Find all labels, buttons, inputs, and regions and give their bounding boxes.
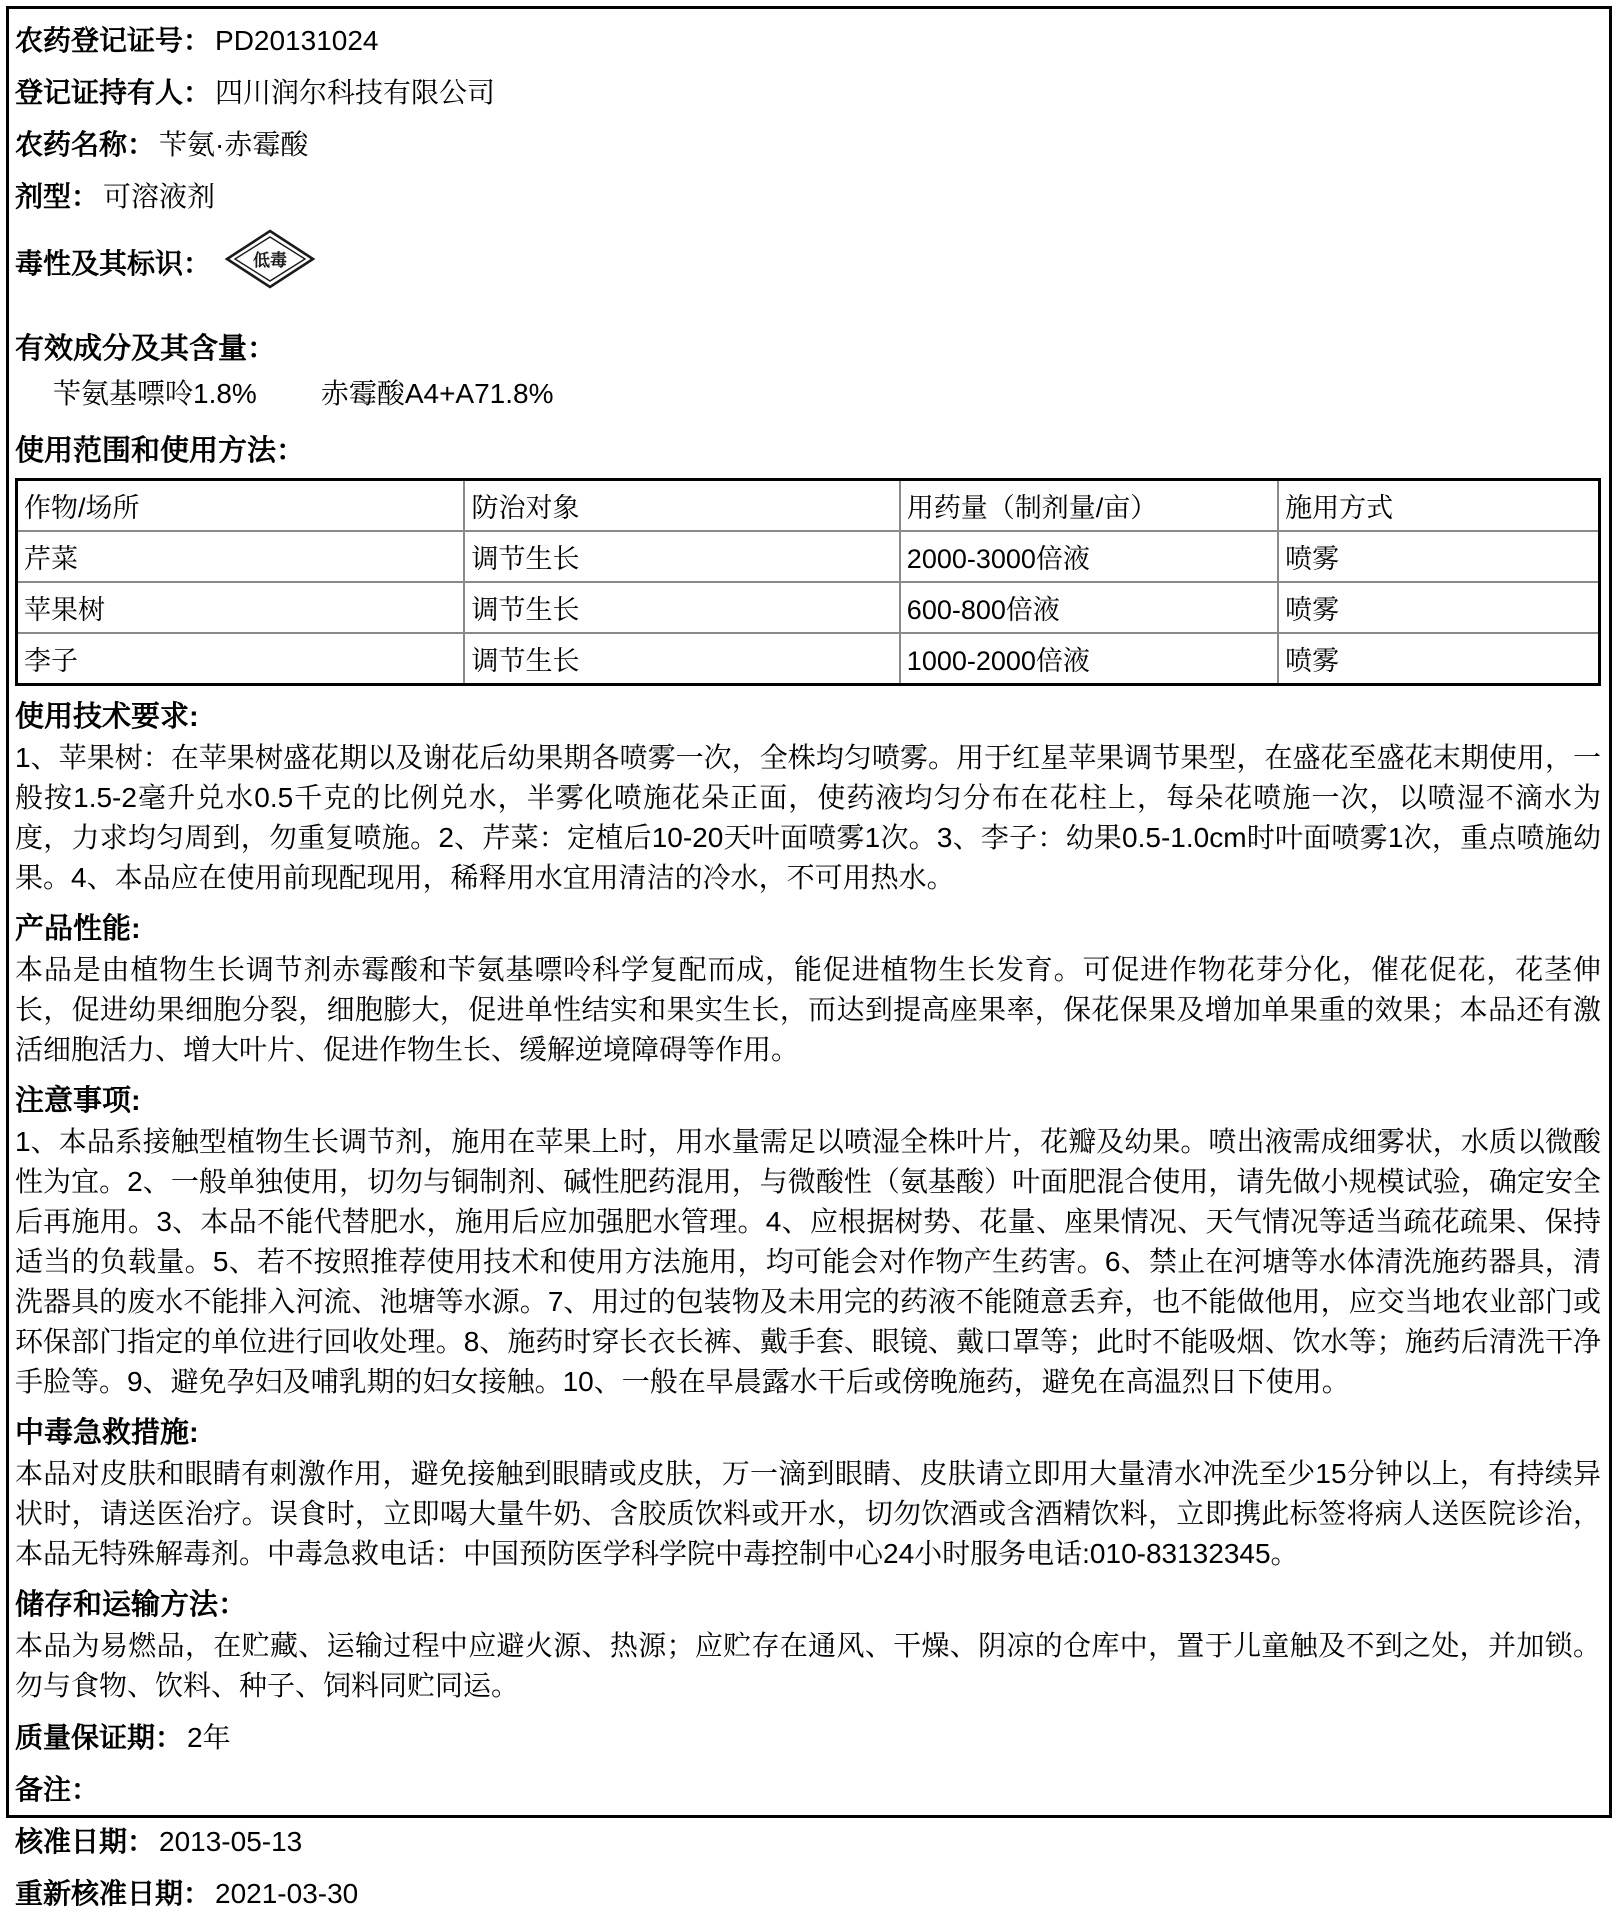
quality-guarantee-label: 质量保证期： <box>15 1722 184 1753</box>
section-title-usage-scope: 使用范围和使用方法： <box>15 435 306 467</box>
usage-table-col-header: 防治对象 <box>464 480 899 532</box>
certificate-holder-value: 四川润尔科技有限公司 <box>215 77 496 108</box>
approval-date-value: 2013-05-13 <box>159 1826 303 1857</box>
table-cell: 李子 <box>17 633 465 685</box>
storage-transport-text: 本品为易燃品，在贮藏、运输过程中应避火源、热源；应贮存在通风、干燥、阴凉的仓库中，置于儿童触及不到之处，并加锁。勿与食物、饮料、种子、饲料同贮同运。 <box>15 1630 1601 1701</box>
registration-number-label: 农药登记证号： <box>15 25 212 56</box>
section-title-ingredients: 有效成分及其含量： <box>15 333 277 365</box>
field-registration-number <box>15 15 1601 67</box>
usage-table-col-header: 施用方式 <box>1278 480 1599 532</box>
ingredient-item: 苄氨基嘌呤1.8% <box>53 378 257 409</box>
low-toxicity-diamond-icon <box>225 229 315 298</box>
section-title-storage-transport: 储存和运输方法： <box>15 1589 248 1621</box>
section-title-product-performance: 产品性能: <box>15 913 141 945</box>
field-approval-date <box>15 1816 1601 1868</box>
table-cell: 喷雾 <box>1278 633 1599 685</box>
pesticide-name-label: 农药名称： <box>15 129 156 160</box>
table-cell: 喷雾 <box>1278 531 1599 582</box>
ingredient-item: 赤霉酸A4+A71.8% <box>320 378 554 409</box>
field-pesticide-name <box>15 119 1601 171</box>
table-row <box>17 582 1600 633</box>
low-toxicity-icon-text: 低毒 <box>253 251 288 270</box>
field-remarks <box>15 1764 1601 1816</box>
toxicity-label: 毒性及其标识： <box>15 247 212 279</box>
remarks-label: 备注： <box>15 1774 100 1805</box>
approval-date-label: 核准日期： <box>15 1826 156 1857</box>
ingredients-line <box>15 370 1601 420</box>
section-title-precautions: 注意事项: <box>15 1085 141 1117</box>
section-title-technical-requirements: 使用技术要求: <box>15 701 199 733</box>
table-cell: 600-800倍液 <box>900 582 1278 633</box>
pesticide-name-value: 苄氨·赤霉酸 <box>159 129 309 160</box>
table-cell: 调节生长 <box>464 633 899 685</box>
technical-requirements-text: 1、苹果树：在苹果树盛花期以及谢花后幼果期各喷雾一次，全株均匀喷雾。用于红星苹果调节果型，在盛花至盛花末期使用，一般按1.5-2毫升兑水0.5千克的比例兑水，半雾化喷施花朵正面，使药液均匀分布在花柱上，每朵花喷施一次，以喷湿不滴水为度，力求均匀周到，勿重复喷施。2、芹菜：定植后10-20天叶面喷雾1次。3、李子：幼果0.5-1.0cm时叶面喷雾1次，重点喷施幼果。4、本品应在使用前现配现用，稀释用水宜用清洁的冷水，不可用热水。 <box>15 742 1601 893</box>
usage-table-header-row <box>17 480 1600 532</box>
precautions-text: 1、本品系接触型植物生长调节剂，施用在苹果上时，用水量需足以喷湿全株叶片，花瓣及幼果。喷出液需成细雾状，水质以微酸性为宜。2、一般单独使用，切勿与铜制剂、碱性肥药混用，与微酸性（氨基酸）叶面肥混合使用，请先做小规模试验，确定安全后再施用。3、本品不能代替肥水，施用后应加强肥水管理。4、应根据树势、花量、座果情况、天气情况等适当疏花疏果、保持适当的负载量。5、若不按照推荐使用技术和使用方法施用，均可能会对作物产生药害。6、禁止在河塘等水体清洗施药器具，清洗器具的废水不能排入河流、池塘等水源。7、用过的包装物及未用完的药液不能随意丢弃，也不能做他用，应交当地农业部门或环保部门指定的单位进行回收处理。8、施药时穿长衣长裤、戴手套、眼镜、戴口罩等；此时不能吸烟、饮水等；施药后清洗干净手脸等。9、避免孕妇及哺乳期的妇女接触。10、一般在早晨露水干后或傍晚施药，避免在高温烈日下使用。 <box>15 1126 1601 1397</box>
field-reapproval-date <box>15 1868 1601 1920</box>
field-formulation <box>15 171 1601 223</box>
usage-table <box>15 478 1601 686</box>
table-cell: 调节生长 <box>464 582 899 633</box>
table-row <box>17 531 1600 582</box>
table-cell: 苹果树 <box>17 582 465 633</box>
formulation-label: 剂型： <box>15 181 100 212</box>
reapproval-date-label: 重新核准日期： <box>15 1878 212 1909</box>
certificate-holder-label: 登记证持有人： <box>15 77 212 108</box>
table-cell: 2000-3000倍液 <box>900 531 1278 582</box>
first-aid-text: 本品对皮肤和眼睛有刺激作用，避免接触到眼睛或皮肤，万一滴到眼睛、皮肤请立即用大量清水冲洗至少15分钟以上，有持续异状时，请送医治疗。误食时，立即喝大量牛奶、含胶质饮料或开水，切勿饮酒或含酒精饮料，立即携此标签将病人送医院诊治，本品无特殊解毒剂。中毒急救电话：中国预防医学科学院中毒控制中心24小时服务电话:010-83132345。 <box>15 1458 1601 1569</box>
table-cell: 芹菜 <box>17 531 465 582</box>
registration-number-value: PD20131024 <box>215 25 379 56</box>
field-certificate-holder <box>15 67 1601 119</box>
usage-table-col-header: 作物/场所 <box>17 480 465 532</box>
field-toxicity <box>15 223 1601 308</box>
pesticide-label-document <box>6 6 1612 1909</box>
table-cell: 1000-2000倍液 <box>900 633 1278 685</box>
footer-fields <box>15 1712 1601 1920</box>
quality-guarantee-value: 2年 <box>187 1722 231 1753</box>
formulation-value: 可溶液剂 <box>103 181 216 212</box>
section-title-first-aid: 中毒急救措施: <box>15 1417 199 1449</box>
field-quality-guarantee-period <box>15 1712 1601 1764</box>
product-performance-text: 本品是由植物生长调节剂赤霉酸和苄氨基嘌呤科学复配而成，能促进植物生长发育。可促进作物花芽分化，催花促花，花茎伸长，促进幼果细胞分裂，细胞膨大，促进单性结实和果实生长，而达到提高座果率，保花保果及增加单果重的效果；本品还有激活细胞活力、增大叶片、促进作物生长、缓解逆境障碍等作用。 <box>15 954 1601 1065</box>
table-cell: 喷雾 <box>1278 582 1599 633</box>
usage-table-body <box>17 531 1600 685</box>
usage-table-col-header: 用药量（制剂量/亩） <box>900 480 1278 532</box>
table-row <box>17 633 1600 685</box>
reapproval-date-value: 2021-03-30 <box>215 1878 359 1909</box>
table-cell: 调节生长 <box>464 531 899 582</box>
